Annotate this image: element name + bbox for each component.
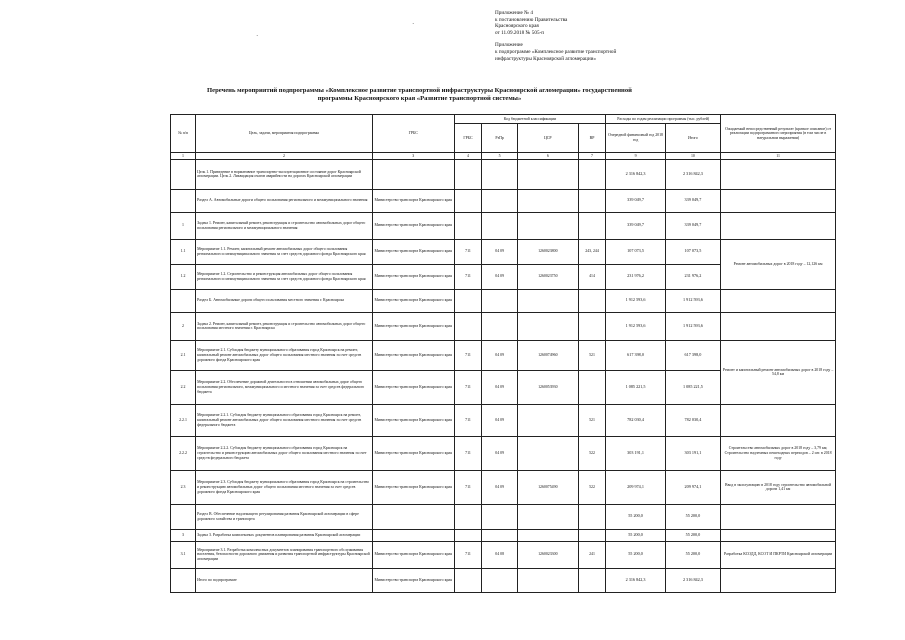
row-name: Мероприятие 2.2. Обеспечение дорожной деятельности в отношении автомобильных дорог общего пользования регионального, межмуниципального и местного значения за счет средств федерального бюджета (196, 370, 373, 404)
appendix-line: Приложение № 4 (495, 10, 533, 16)
row-grbs-code (454, 289, 482, 312)
header-num: № п/п (171, 115, 196, 153)
row-name: Мероприятие 2.2.2. Субсидия бюджету муниципального образования город Красноярск на строительство и реконструкцию автомобильных дорог общего пользования местного значения за счет средств федерального бюджета (196, 436, 373, 470)
row-rzpr: 04 09 (482, 404, 518, 436)
result-cell: Строительство автомобильных дорог в 2018 году – 3,79 км; Строительство надземных пешеходных переходов – 2 шт. в 2018 году (721, 436, 836, 470)
row-grbs: Министерство транспорта Красноярского края (372, 189, 454, 212)
header-rzpr: РзПр (482, 124, 518, 153)
row-grbs-code (454, 189, 482, 212)
table-row (171, 529, 836, 541)
row-vr (578, 504, 606, 529)
appendix-line: к постановлению Правительства (495, 16, 568, 23)
row-vr (578, 212, 606, 239)
row-year-amount: 55 200,0 (606, 504, 665, 529)
row-vr: 521 (578, 404, 606, 436)
column-number: 11 (721, 153, 836, 160)
table-row (171, 312, 836, 340)
row-grbs-code (454, 212, 482, 239)
row-csr (517, 212, 578, 239)
table-row (171, 436, 836, 470)
row-total-amount: 1 085 221,5 (665, 370, 720, 404)
row-name: Мероприятие 1.2. Строительство и реконструкция автомобильных дорог общего пользования регионального и межмуниципального значения за счет средств дорожного фонда Красноярского края (196, 264, 373, 289)
row-csr: 1260074960 (517, 340, 578, 370)
row-rzpr (482, 159, 518, 189)
row-grbs (372, 529, 454, 541)
row-grbs: Министерство транспорта Красноярского края (372, 340, 454, 370)
column-number: 9 (606, 153, 665, 160)
row-num: 1.2 (171, 264, 196, 289)
row-rzpr (482, 212, 518, 239)
row-total-amount: 2 316 842,3 (665, 568, 720, 592)
row-year-amount: 1 912 593,6 (606, 312, 665, 340)
row-rzpr (482, 189, 518, 212)
row-num: 1 (171, 212, 196, 239)
row-csr: 1260023750 (517, 264, 578, 289)
row-total-amount: 209 974,1 (665, 470, 720, 504)
row-name: Мероприятие 1.1. Ремонт, капитальный ремонт автомобильных дорог общего пользования регионального и межмуниципального значения за счет средств дорожного фонда Красноярского края (196, 239, 373, 264)
row-rzpr: 04 09 (482, 239, 518, 264)
header-year: Очередной финансовый год 2018 год (606, 124, 665, 153)
row-name: Мероприятие 2.1. Субсидия бюджету муниципального образования город Красноярск на ремонт, капитальный ремонт автомобильных дорог общего пользования местного значения за счет средств дорожного фонда Красноярского края (196, 340, 373, 370)
header-grbs-code: ГРБС (454, 124, 482, 153)
row-grbs: Министерство транспорта Красноярского края (372, 404, 454, 436)
row-num (171, 159, 196, 189)
row-name: Раздел Б. Автомобильные дороги общего пользования местного значения г. Красноярска (196, 289, 373, 312)
row-year-amount: 617 398,0 (606, 340, 665, 370)
row-grbs (372, 504, 454, 529)
column-number: 4 (454, 153, 482, 160)
row-num: 3.1 (171, 541, 196, 568)
row-csr (517, 568, 578, 592)
row-result (721, 568, 836, 592)
row-rzpr: 04 08 (482, 541, 518, 568)
row-grbs-code: 711 (454, 541, 482, 568)
appendix-line: от 11.09.2018 № 505-п (495, 29, 545, 36)
row-grbs-code: 711 (454, 370, 482, 404)
row-num (171, 189, 196, 212)
row-vr (578, 189, 606, 212)
row-vr: 522 (578, 436, 606, 470)
row-year-amount: 782 030,4 (606, 404, 665, 436)
row-num: 2.1 (171, 340, 196, 370)
row-total-amount: 303 191,1 (665, 436, 720, 470)
row-name: Итого по подпрограмме (196, 568, 373, 592)
column-number: 1 (171, 153, 196, 160)
row-year-amount: 209 974,1 (606, 470, 665, 504)
table-row (171, 212, 836, 239)
row-name: Задача 3. Разработка комплексных документов планирования развития Красноярской агломерации (196, 529, 373, 541)
result-cell: Ввод в эксплуатацию в 2018 году строительство автомобильной дороги 1,41 км (721, 470, 836, 504)
row-name: Цель 1. Приведение в нормативное транспортно-эксплуатационное состояние дорог Красноярской агломерации. Цель 2. Ликвидация очагов аварийности на дорогах Красноярской агломерации (196, 159, 373, 189)
row-grbs-code (454, 312, 482, 340)
row-num (171, 289, 196, 312)
row-total-amount: 617 398,0 (665, 340, 720, 370)
column-number: 10 (665, 153, 720, 160)
column-number: 3 (372, 153, 454, 160)
header-goal: Цель, задачи, мероприятия подпрограммы (196, 115, 373, 153)
row-total-amount: 55 200,0 (665, 541, 720, 568)
column-number: 2 (196, 153, 373, 160)
column-number: 6 (517, 153, 578, 160)
row-num: 2.2.1 (171, 404, 196, 436)
header-grbs: ГРБС (372, 115, 454, 153)
title-line-1: Перечень мероприятий подпрограммы «Комплексное развитие транспортной инфраструктуры Красноярской агломерации» государственной (207, 87, 632, 94)
row-csr (517, 504, 578, 529)
row-csr: 1260075490 (517, 470, 578, 504)
row-year-amount: 55 200,0 (606, 529, 665, 541)
row-total-amount: 55 200,0 (665, 529, 720, 541)
row-grbs: Министерство транспорта Красноярского края (372, 541, 454, 568)
document-title (172, 87, 667, 104)
header-total: Итого (665, 124, 720, 153)
row-vr (578, 312, 606, 340)
row-total-amount: 1 912 593,6 (665, 289, 720, 312)
table-row (171, 541, 836, 568)
row-vr: 414 (578, 264, 606, 289)
row-name: Мероприятие 2.3. Субсидия бюджету муниципального образования город Красноярск на строительство и реконструкцию автомобильных дорог общего пользования местного значения за счет средств дорожного фонда Красноярского края (196, 470, 373, 504)
row-grbs-code: 711 (454, 404, 482, 436)
row-csr (517, 436, 578, 470)
row-result (721, 289, 836, 312)
row-grbs: Министерство транспорта Красноярского края (372, 212, 454, 239)
row-name: Мероприятие 2.2.1. Субсидия бюджету муниципального образования город Красноярск на ремонт, капитальный ремонт автомобильных дорог общего пользования местного значения за счет средств федерального бюджета (196, 404, 373, 436)
row-num: 2.2 (171, 370, 196, 404)
row-vr (578, 159, 606, 189)
row-csr: 1260053930 (517, 370, 578, 404)
row-year-amount: 1 085 221,5 (606, 370, 665, 404)
header-costs-group: Расходы по годам реализации программы (тыс. рублей) (606, 115, 721, 124)
row-num (171, 504, 196, 529)
scan-dot: · (256, 32, 259, 40)
row-total-amount: 1 912 593,6 (665, 312, 720, 340)
row-name: Раздел В. Обеспечение надлежащего регулирования развития Красноярской агломерации в сфере дорожного хозяйства и транспорта (196, 504, 373, 529)
header-vr: ВР (578, 124, 606, 153)
row-year-amount: 55 200,0 (606, 541, 665, 568)
row-total-amount: 339 049,7 (665, 189, 720, 212)
row-rzpr: 04 09 (482, 370, 518, 404)
table-row (171, 404, 836, 436)
row-year-amount: 231 976,2 (606, 264, 665, 289)
row-num: 2.3 (171, 470, 196, 504)
row-total-amount: 231 976,2 (665, 264, 720, 289)
row-num (171, 568, 196, 592)
row-result (721, 212, 836, 239)
row-csr: 1260023800 (517, 239, 578, 264)
row-vr (578, 529, 606, 541)
row-grbs-code (454, 568, 482, 592)
header-code-group: Код бюджетной классификации (454, 115, 606, 124)
row-grbs-code: 711 (454, 340, 482, 370)
row-rzpr: 04 09 (482, 470, 518, 504)
header-result: Ожидаемый непосредственный результат (краткое описание) от реализации подпрограммного мероприятия (в том числе в натуральном выражении) (721, 115, 836, 153)
table-row (171, 340, 836, 370)
row-num: 3 (171, 529, 196, 541)
row-total-amount: 782 030,4 (665, 404, 720, 436)
row-name: Задача 2. Ремонт, капитальный ремонт, реконструкция и строительство автомобильных дорог общего пользования местного значения г. Красноярска (196, 312, 373, 340)
row-total-amount: 107 073,5 (665, 239, 720, 264)
row-year-amount: 339 049,7 (606, 189, 665, 212)
row-name: Мероприятие 3.1. Разработка комплексных документов планирования транспортного обслуживания населения, безопасности дорожного движения и развития транспортной инфраструктуры Красноярской агломерации (196, 541, 373, 568)
row-grbs (372, 159, 454, 189)
table-row (171, 239, 836, 264)
row-num: 1.1 (171, 239, 196, 264)
row-rzpr (482, 529, 518, 541)
row-csr (517, 159, 578, 189)
row-rzpr (482, 568, 518, 592)
row-grbs-code (454, 159, 482, 189)
row-rzpr: 04 09 (482, 436, 518, 470)
row-year-amount: 2 316 842,3 (606, 159, 665, 189)
row-vr: 522 (578, 470, 606, 504)
row-grbs: Министерство транспорта Красноярского края (372, 436, 454, 470)
row-num: 2 (171, 312, 196, 340)
row-vr: 241 (578, 541, 606, 568)
row-name: Задача 1. Ремонт, капитальный ремонт, реконструкция и строительство автомобильных дорог общего пользования регионального и межмуниципального значения (196, 212, 373, 239)
appendix-line: к подпрограмме «Комплексное развитие транспортной (495, 48, 617, 55)
row-name: Раздел А. Автомобильные дороги общего пользования регионального и межмуниципального значения (196, 189, 373, 212)
row-rzpr (482, 312, 518, 340)
table-row (171, 568, 836, 592)
row-csr (517, 404, 578, 436)
row-total-amount: 2 316 842,3 (665, 159, 720, 189)
row-year-amount: 303 191,1 (606, 436, 665, 470)
row-result (721, 159, 836, 189)
measures-table (170, 114, 836, 593)
table-row (171, 504, 836, 529)
scan-dot: · (412, 20, 415, 28)
row-result (721, 404, 836, 436)
row-grbs-code (454, 504, 482, 529)
row-rzpr: 04 09 (482, 340, 518, 370)
row-grbs: Министерство транспорта Красноярского края (372, 312, 454, 340)
row-grbs: Министерство транспорта Красноярского края (372, 370, 454, 404)
result-cell: Ремонт автомобильных дорог в 2018 году – 12,126 км (721, 239, 836, 289)
row-total-amount: 339 049,7 (665, 212, 720, 239)
appendix-line: инфраструктуры Красноярской агломерации» (495, 55, 596, 62)
row-grbs-code (454, 529, 482, 541)
row-csr (517, 289, 578, 312)
row-grbs-code: 711 (454, 436, 482, 470)
table-row (171, 189, 836, 212)
row-grbs: Министерство транспорта Красноярского края (372, 264, 454, 289)
row-vr (578, 289, 606, 312)
row-vr (578, 370, 606, 404)
row-vr: 243, 244 (578, 239, 606, 264)
row-csr (517, 529, 578, 541)
row-csr: 1260023300 (517, 541, 578, 568)
row-year-amount: 107 073,5 (606, 239, 665, 264)
row-result (721, 189, 836, 212)
row-grbs-code: 711 (454, 239, 482, 264)
row-rzpr (482, 289, 518, 312)
column-number: 7 (578, 153, 606, 160)
result-cell: Ремонт и капитальный ремонт автомобильных дорог в 2018 году – 54,8 км (721, 340, 836, 404)
row-grbs: Министерство транспорта Красноярского края (372, 239, 454, 264)
row-grbs: Министерство транспорта Красноярского края (372, 470, 454, 504)
appendix-line: Красноярского края (495, 23, 539, 30)
row-total-amount: 55 200,0 (665, 504, 720, 529)
row-result (721, 312, 836, 340)
row-grbs-code: 711 (454, 264, 482, 289)
row-grbs: Министерство транспорта Красноярского края (372, 568, 454, 592)
row-vr: 521 (578, 340, 606, 370)
row-year-amount: 1 912 593,6 (606, 289, 665, 312)
row-rzpr: 04 09 (482, 264, 518, 289)
row-csr (517, 189, 578, 212)
row-num: 2.2.2 (171, 436, 196, 470)
row-grbs-code: 711 (454, 470, 482, 504)
row-vr (578, 568, 606, 592)
row-result (721, 504, 836, 529)
appendix-line: Приложение (495, 42, 523, 49)
row-csr (517, 312, 578, 340)
row-year-amount: 339 049,7 (606, 212, 665, 239)
result-cell: Разработка КСОДД, КСОТ И ПКРТИ Красноярской агломерации (721, 541, 836, 568)
row-result (721, 529, 836, 541)
table-row (171, 470, 836, 504)
table-row (171, 289, 836, 312)
row-year-amount: 2 316 842,3 (606, 568, 665, 592)
header-csr: ЦСР (517, 124, 578, 153)
table-row (171, 159, 836, 189)
row-grbs: Министерство транспорта Красноярского края (372, 289, 454, 312)
appendix-block (495, 10, 665, 62)
title-line-2: программы Красноярского края «Развитие транспортной системы» (317, 95, 522, 103)
row-rzpr (482, 504, 518, 529)
column-number: 5 (482, 153, 518, 160)
